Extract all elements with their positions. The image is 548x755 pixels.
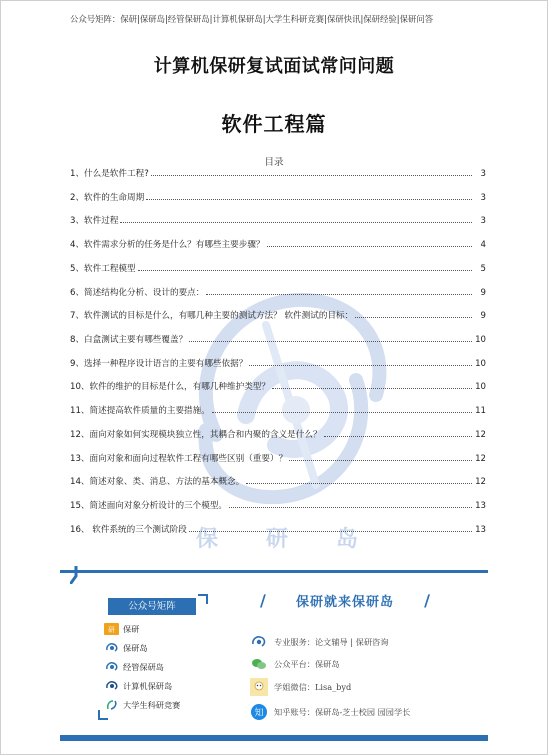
toc-entry-label: 1、什么是软件工程? [70, 169, 149, 179]
toc-leader [289, 460, 472, 461]
account-matrix-panel [98, 598, 208, 720]
toc-entry-page: 3 [480, 193, 486, 203]
toc-leader [267, 246, 472, 247]
toc-entry-page: 12 [475, 454, 486, 464]
toc-entry-page: 10 [475, 335, 486, 345]
island-logo-icon [250, 633, 268, 651]
toc-entry-label: 8、白盒测试主要有哪些覆盖？ [70, 335, 188, 345]
toc-entry-page: 4 [480, 240, 486, 250]
watermark-char: 保 [196, 526, 221, 552]
toc-entry-label: 10、软件的维护的目标是什么，有哪几种维护类型？ [70, 382, 270, 392]
svg-text:知: 知 [254, 708, 264, 719]
info-zhihu-text: 知乎账号：保研岛-芝士校园 园园学长 [274, 706, 411, 717]
matrix-item-baoyandao[interactable] [104, 641, 148, 655]
toc-leader [151, 175, 472, 176]
document-subtitle: 软件工程篇 [221, 112, 327, 136]
matrix-item-jingguan[interactable] [104, 660, 164, 674]
toc-entry-label: 4、软件需求分析的任务是什么？有哪些主要步骤？ [70, 240, 265, 250]
toc-entry-label: 2、软件的生命周期 [70, 193, 145, 203]
toc-entry-14[interactable] [70, 473, 486, 487]
toc-entry-1[interactable] [70, 165, 486, 179]
island-logo-icon [104, 642, 119, 654]
toc-entry-label: 5、软件工程模型 [70, 264, 136, 274]
island-logo-icon [104, 661, 119, 673]
slogan-slash-icon: ∕ [260, 590, 266, 610]
toc-leader [146, 199, 472, 200]
toc-entry-11[interactable] [70, 402, 486, 416]
toc-heading: 目录 [264, 157, 284, 168]
info-senior-wechat-text: 学姐微信：Lisa_byd [274, 681, 352, 692]
toc-entry-15[interactable] [70, 497, 486, 511]
slogan [260, 589, 430, 611]
toc-entry-5[interactable] [70, 260, 486, 274]
toc-entry-page: 9 [480, 311, 486, 321]
toc-entry-page: 12 [475, 430, 486, 440]
document-title: 计算机保研复试面试常问问题 [153, 56, 395, 77]
toc-entry-4[interactable] [70, 236, 486, 250]
toc-entry-page: 5 [480, 264, 486, 274]
header-matrix-text: 公众号矩阵：保研|保研岛|经管保研岛|计算机保研岛|大学生科研竞赛|保研快讯|保研经验|保研问答 [70, 14, 434, 24]
slogan-text: 保研就来保研岛 [295, 594, 394, 610]
toc-entry-page: 11 [475, 406, 486, 416]
toc-entry-label: 13、面向对象和面向过程软件工程有哪些区别（重要）？ [70, 454, 288, 464]
toc-entry-8[interactable] [70, 331, 486, 345]
research-logo-icon [104, 699, 119, 711]
toc-entry-6[interactable] [70, 284, 486, 298]
toc-entry-page: 3 [480, 216, 486, 226]
toc-leader [206, 294, 472, 295]
toc-entry-page: 3 [480, 169, 486, 179]
footer-marker-icon [70, 566, 82, 584]
toc-entry-label: 15、简述面向对象分析设计的三个模型。 [70, 501, 228, 511]
toc-leader [189, 341, 472, 342]
matrix-item-research[interactable] [104, 698, 180, 712]
toc-entry-page: 10 [475, 359, 486, 369]
toc-leader [246, 483, 472, 484]
matrix-item-cs[interactable] [104, 679, 172, 693]
avatar-icon [250, 678, 268, 696]
toc-leader [355, 317, 472, 318]
footer-divider [60, 570, 488, 573]
toc-entry-13[interactable] [70, 450, 486, 464]
footer-bottom-bar [60, 735, 488, 741]
toc-leader [212, 412, 472, 413]
wechat-icon [250, 655, 268, 673]
matrix-item-label: 保研岛 [123, 642, 148, 653]
toc-leader [324, 436, 472, 437]
info-wechat-text: 公众平台：保研岛 [274, 658, 340, 669]
watermark-char: 岛 [336, 526, 361, 552]
info-service-text: 专业服务：论文辅导 | 保研咨询 [274, 636, 389, 647]
info-zhihu [250, 703, 410, 721]
zhihu-icon [250, 703, 268, 721]
account-matrix-title: 公众号矩阵 [108, 598, 196, 615]
matrix-item-baoyan[interactable] [104, 622, 139, 636]
toc-entry-label: 16、 软件系统的三个测试阶段 [70, 525, 187, 535]
info-service [250, 633, 388, 651]
matrix-item-label: 经管保研岛 [123, 661, 164, 672]
toc-entry-page: 12 [475, 477, 486, 487]
toc-leader [138, 270, 472, 271]
matrix-item-label: 计算机保研岛 [123, 680, 173, 691]
matrix-item-label: 大学生科研竞赛 [123, 699, 181, 710]
toc-entry-page: 9 [480, 288, 486, 298]
toc-entry-3[interactable] [70, 212, 486, 226]
toc-entry-page: 13 [475, 501, 486, 511]
toc-entry-page: 10 [475, 382, 486, 392]
baoyan-logo-icon [104, 623, 119, 635]
toc-entry-page: 13 [475, 525, 486, 535]
toc-entry-label: 11、简述提高软件质量的主要措施。 [70, 406, 210, 416]
toc-leader [272, 388, 472, 389]
toc-entry-2[interactable] [70, 189, 486, 203]
slogan-slash-icon: ∕ [424, 590, 430, 610]
info-senior-wechat [250, 678, 351, 696]
toc-leader [249, 365, 472, 366]
toc-leader [229, 507, 472, 508]
matrix-item-label: 保研 [123, 623, 140, 634]
toc-entry-label: 6、简述结构化分析、设计的要点： [70, 288, 205, 298]
toc-entry-10[interactable] [70, 378, 486, 392]
toc-entry-label: 12、面向对象如何实现模块独立性，其耦合和内聚的含义是什么？ [70, 430, 322, 440]
panel-corner [198, 594, 208, 604]
toc-entry-9[interactable] [70, 355, 486, 369]
info-wechat-platform [250, 655, 340, 673]
island-logo-icon [104, 680, 119, 692]
watermark-char: 研 [266, 526, 291, 552]
toc-leader [120, 222, 472, 223]
svg-text:研: 研 [108, 626, 115, 634]
toc-entry-label: 7、软件测试的目标是什么，有哪几种主要的测试方法？ 软件测试的目标： [70, 311, 354, 321]
toc-entry-label: 3、软件过程 [70, 216, 119, 226]
toc-entry-label: 14、简述对象、类、消息、方法的基本概念。 [70, 477, 245, 487]
toc-entry-7[interactable] [70, 307, 486, 321]
toc-entry-16[interactable] [70, 521, 486, 535]
toc-leader [189, 531, 472, 532]
toc-entry-label: 9、选择一种程序设计语言的主要有哪些依据？ [70, 359, 248, 369]
toc-entry-12[interactable] [70, 426, 486, 440]
